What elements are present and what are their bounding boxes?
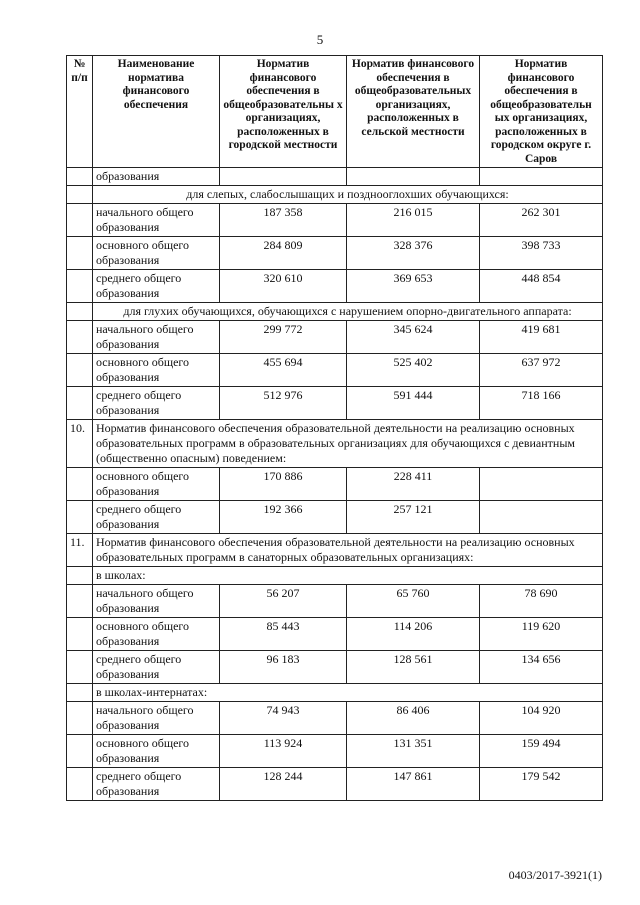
header-rural: Норматив финансового обеспечения в общеобразовательных организациях, расположенных в сельской местности [347,56,480,168]
value-sarov: 718 166 [480,387,603,420]
value-rural: 131 351 [347,735,480,768]
table-row [67,468,603,501]
value-rural: 86 406 [347,702,480,735]
value-rural: 228 411 [347,468,480,501]
subheader-row [67,303,603,321]
table-row [67,168,603,186]
row-label: начального общего образования [93,702,220,735]
value-sarov: 134 656 [480,651,603,684]
row-label: основного общего образования [93,468,220,501]
value-rural: 369 653 [347,270,480,303]
value-urban: 74 943 [220,702,347,735]
row-label: среднего общего образования [93,768,220,801]
value-urban: 299 772 [220,321,347,354]
row-label: основного общего образования [93,618,220,651]
value-urban: 455 694 [220,354,347,387]
value-rural: 328 376 [347,237,480,270]
table-row [67,585,603,618]
value-rural: 65 760 [347,585,480,618]
row-label: начального общего образования [93,204,220,237]
table-row [67,204,603,237]
value-sarov: 119 620 [480,618,603,651]
header-sarov: Норматив финансового обеспечения в общеобразовательн ых организациях, расположенных в городском округе г. Саров [480,56,603,168]
value-sarov: 104 920 [480,702,603,735]
value-sarov: 448 854 [480,270,603,303]
value-rural: 345 624 [347,321,480,354]
table-row [67,501,603,534]
row-label: среднего общего образования [93,501,220,534]
value-rural: 147 861 [347,768,480,801]
table-row [67,618,603,651]
row-label: среднего общего образования [93,387,220,420]
header-num: № п/п [67,56,93,168]
table-row [67,702,603,735]
header-name: Наименование норматива финансового обеспечения [93,56,220,168]
value-sarov: 398 733 [480,237,603,270]
subheader-row [67,567,603,585]
value-urban: 170 886 [220,468,347,501]
section-title: Норматив финансового обеспечения образовательной деятельности на реализацию основных образовательных программ в образовательных организациях для обучающихся с девиантным (общественно опасным) поведением: [93,420,603,468]
value-sarov: 637 972 [480,354,603,387]
row-label: основного общего образования [93,237,220,270]
value-rural: 114 206 [347,618,480,651]
page-number: 5 [316,32,324,47]
value-urban: 192 366 [220,501,347,534]
value-urban: 113 924 [220,735,347,768]
value-urban: 85 443 [220,618,347,651]
header-urban: Норматив финансового обеспечения в общеобразовательны х организациях, расположенных в городской местности [220,56,347,168]
table-row [67,768,603,801]
section-number: 11. [67,534,93,567]
value-sarov: 179 542 [480,768,603,801]
subheader-schools: в школах: [93,567,603,585]
value-urban: 320 610 [220,270,347,303]
value-rural: 591 444 [347,387,480,420]
subheader-row [67,186,603,204]
subheader-boarding: в школах-интернатах: [93,684,603,702]
row-label: основного общего образования [93,735,220,768]
value-urban: 187 358 [220,204,347,237]
value-urban: 128 244 [220,768,347,801]
value-urban: 512 976 [220,387,347,420]
section-title: Норматив финансового обеспечения образовательной деятельности на реализацию основных образовательных программ в санаторных образовательных организациях: [93,534,603,567]
value-rural: 257 121 [347,501,480,534]
table-row [67,237,603,270]
table-row [67,735,603,768]
subheader-blind: для слепых, слабослышащих и позднооглохших обучающихся: [93,186,603,204]
value-urban: 56 207 [220,585,347,618]
value-sarov: 419 681 [480,321,603,354]
subheader-row [67,684,603,702]
row-label: начального общего образования [93,585,220,618]
value-rural: 216 015 [347,204,480,237]
table-row [67,321,603,354]
row-label: основного общего образования [93,354,220,387]
value-urban: 284 809 [220,237,347,270]
table-header-row [67,56,603,168]
section-row [67,420,603,468]
value-sarov: 159 494 [480,735,603,768]
document-code: 0403/2017-3921(1) [508,868,602,882]
value-urban: 96 183 [220,651,347,684]
table-row [67,651,603,684]
value-sarov: 78 690 [480,585,603,618]
section-number: 10. [67,420,93,468]
table-row [67,354,603,387]
row-label: начального общего образования [93,321,220,354]
value-rural: 525 402 [347,354,480,387]
section-row [67,534,603,567]
row-label: образования [93,168,220,186]
table-row [67,270,603,303]
subheader-deaf: для глухих обучающихся, обучающихся с нарушением опорно-двигательного аппарата: [93,303,603,321]
normatives-table [66,55,603,801]
row-label: среднего общего образования [93,651,220,684]
value-rural: 128 561 [347,651,480,684]
value-sarov: 262 301 [480,204,603,237]
row-label: среднего общего образования [93,270,220,303]
table-row [67,387,603,420]
